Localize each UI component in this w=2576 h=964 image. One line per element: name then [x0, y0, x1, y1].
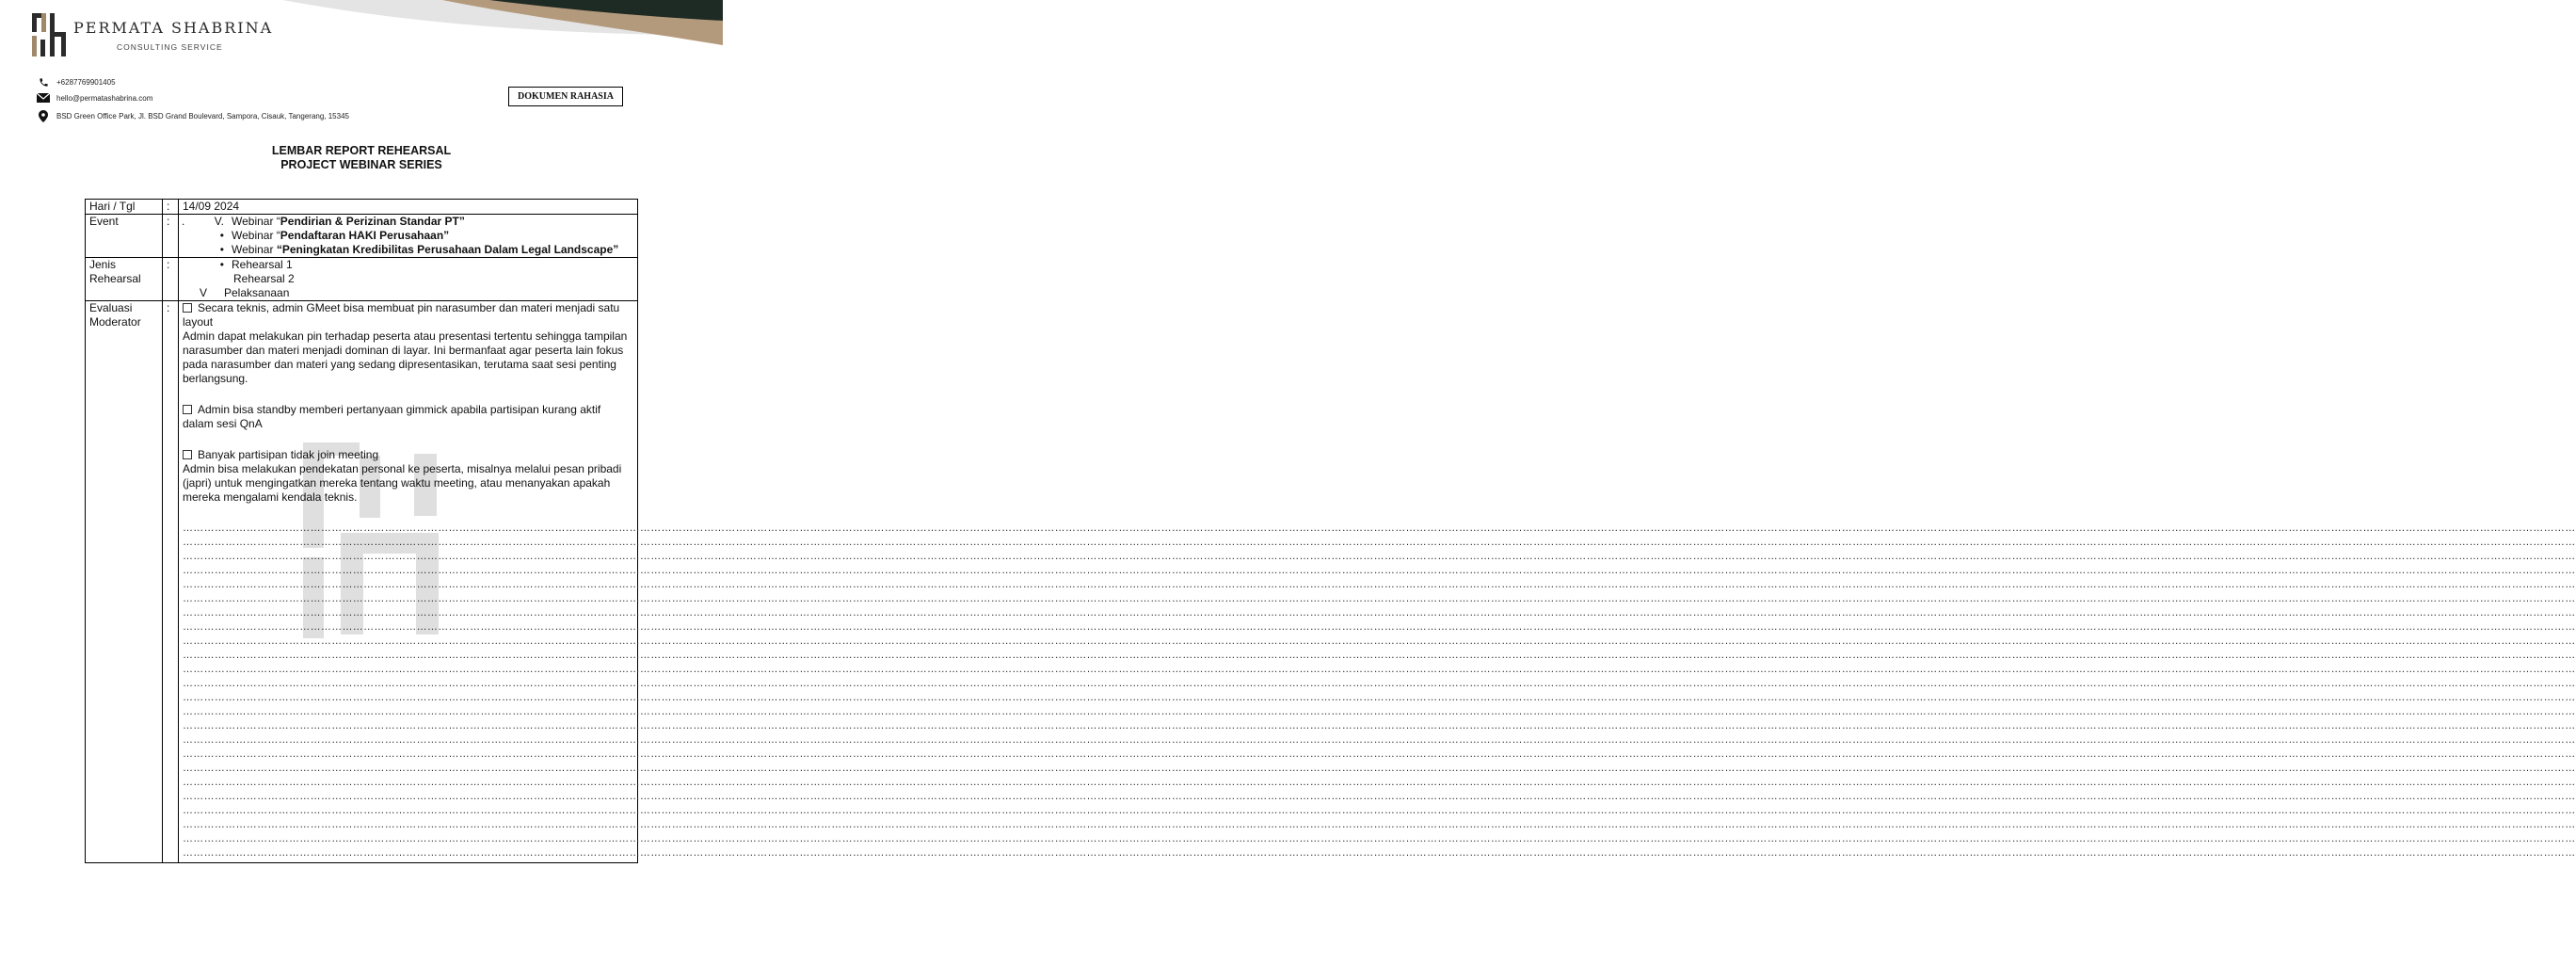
- evaluasi-label: [86, 301, 163, 863]
- event-dot: .: [182, 215, 185, 228]
- contact-phone: [36, 76, 116, 88]
- dotted-line: ………………………………………………………………………………………………………………………………………………………………………………………………………………………………………………………………………………………………………………………………………………………………………………………………………………………………………………………………………………………………………………………………………………………………………………………………………………………: [183, 678, 2576, 689]
- list-marker: V.: [214, 215, 224, 228]
- row-event: [86, 215, 638, 258]
- list-item: [183, 258, 633, 272]
- event-title: Pendirian & Perizinan Standar PT”: [280, 215, 465, 228]
- check-mark: V: [200, 286, 208, 299]
- checkbox-icon: [183, 450, 192, 459]
- date-label: Hari / Tgl: [86, 200, 163, 215]
- eval-point-2: [183, 403, 633, 431]
- jenis-label-line1: Jenis: [89, 258, 117, 271]
- dotted-line: ………………………………………………………………………………………………………………………………………………………………………………………………………………………………………………………………………………………………………………………………………………………………………………………………………………………………………………………………………………………………………………………………………………………………………………………………………………………: [183, 791, 2576, 802]
- dotted-line: ………………………………………………………………………………………………………………………………………………………………………………………………………………………………………………………………………………………………………………………………………………………………………………………………………………………………………………………………………………………………………………………………………………………………………………………………………………………: [183, 621, 2576, 633]
- row-jenis-rehearsal: [86, 258, 638, 301]
- dotted-line: ………………………………………………………………………………………………………………………………………………………………………………………………………………………………………………………………………………………………………………………………………………………………………………………………………………………………………………………………………………………………………………………………………………………………………………………………………………………: [183, 579, 2576, 590]
- location-pin-icon: [36, 110, 51, 121]
- dotted-line: ………………………………………………………………………………………………………………………………………………………………………………………………………………………………………………………………………………………………………………………………………………………………………………………………………………………………………………………………………………………………………………………………………………………………………………………………………………………: [183, 777, 2576, 788]
- contact-email-text: hello@permatashabrina.com: [56, 93, 153, 103]
- list-item: [183, 229, 633, 243]
- dotted-line: ………………………………………………………………………………………………………………………………………………………………………………………………………………………………………………………………………………………………………………………………………………………………………………………………………………………………………………………………………………………………………………………………………………………………………………………………………………………: [183, 664, 2576, 675]
- dotted-line: ………………………………………………………………………………………………………………………………………………………………………………………………………………………………………………………………………………………………………………………………………………………………………………………………………………………………………………………………………………………………………………………………………………………………………………………………………………………: [183, 805, 2576, 816]
- dotted-line: ………………………………………………………………………………………………………………………………………………………………………………………………………………………………………………………………………………………………………………………………………………………………………………………………………………………………………………………………………………………………………………………………………………………………………………………………………………………: [183, 565, 2576, 576]
- dotted-line: ………………………………………………………………………………………………………………………………………………………………………………………………………………………………………………………………………………………………………………………………………………………………………………………………………………………………………………………………………………………………………………………………………………………………………………………………………………………: [183, 635, 2576, 647]
- dotted-line: ………………………………………………………………………………………………………………………………………………………………………………………………………………………………………………………………………………………………………………………………………………………………………………………………………………………………………………………………………………………………………………………………………………………………………………………………………………………: [183, 833, 2576, 844]
- jenis-label: [86, 258, 163, 301]
- contact-phone-text: +6287769901405: [56, 77, 116, 87]
- dotted-line: ………………………………………………………………………………………………………………………………………………………………………………………………………………………………………………………………………………………………………………………………………………………………………………………………………………………………………………………………………………………………………………………………………………………………………………………………………………………: [183, 763, 2576, 774]
- brand-name: PERMATA SHABRINA: [73, 19, 274, 37]
- checkbox-icon: [183, 303, 192, 313]
- eval-point-3-body: Admin bisa melakukan pendekatan personal ke peserta, misalnya melalui pesan pribadi (japri) untuk mengingatkan mereka tentang waktu meeting, atau menanyakan apakah mereka mengalami kendala teknis.: [183, 462, 622, 504]
- mail-icon: [36, 92, 51, 104]
- phone-icon: [36, 76, 51, 88]
- event-list: [179, 215, 638, 258]
- list-item: [183, 272, 633, 286]
- dotted-line: ………………………………………………………………………………………………………………………………………………………………………………………………………………………………………………………………………………………………………………………………………………………………………………………………………………………………………………………………………………………………………………………………………………………………………………………………………………………: [183, 734, 2576, 746]
- dotted-line: ………………………………………………………………………………………………………………………………………………………………………………………………………………………………………………………………………………………………………………………………………………………………………………………………………………………………………………………………………………………………………………………………………………………………………………………………………………………: [183, 748, 2576, 760]
- colon: :: [163, 301, 179, 863]
- dotted-line: ………………………………………………………………………………………………………………………………………………………………………………………………………………………………………………………………………………………………………………………………………………………………………………………………………………………………………………………………………………………………………………………………………………………………………………………………………………………: [183, 847, 2576, 859]
- jenis-item-text: Rehearsal 1: [232, 258, 293, 271]
- event-label: Event: [86, 215, 163, 258]
- bullet-icon: •: [219, 229, 224, 242]
- contact-email: [36, 92, 152, 104]
- brand-tagline: CONSULTING SERVICE: [117, 42, 223, 52]
- company-logo-icon: [32, 13, 66, 56]
- report-table: [85, 199, 2576, 863]
- colon: :: [163, 215, 179, 258]
- report-title: LEMBAR REPORT REHEARSAL: [271, 144, 452, 157]
- row-evaluasi: [86, 301, 638, 863]
- colon: :: [163, 200, 179, 215]
- jenis-item-text: Pelaksanaan: [224, 286, 290, 299]
- header-wave-decoration: [0, 0, 723, 75]
- event-prefix: Webinar “: [232, 229, 280, 242]
- eval-point-1-head: Secara teknis, admin GMeet bisa membuat pin narasumber dan materi menjadi satu layout: [183, 301, 620, 329]
- jenis-label-line2: Rehearsal: [89, 272, 141, 285]
- contact-address-text: BSD Green Office Park, Jl. BSD Grand Boulevard, Sampora, Cisauk, Tangerang, 15345: [56, 111, 349, 120]
- jenis-item-text: Rehearsal 2: [233, 272, 295, 285]
- dotted-line: ………………………………………………………………………………………………………………………………………………………………………………………………………………………………………………………………………………………………………………………………………………………………………………………………………………………………………………………………………………………………………………………………………………………………………………………………………………………: [183, 692, 2576, 703]
- list-marker: [183, 272, 232, 286]
- dotted-line: ………………………………………………………………………………………………………………………………………………………………………………………………………………………………………………………………………………………………………………………………………………………………………………………………………………………………………………………………………………………………………………………………………………………………………………………………………………………: [183, 522, 2576, 534]
- dotted-line: ………………………………………………………………………………………………………………………………………………………………………………………………………………………………………………………………………………………………………………………………………………………………………………………………………………………………………………………………………………………………………………………………………………………………………………………………………………………: [183, 720, 2576, 731]
- dotted-line: ………………………………………………………………………………………………………………………………………………………………………………………………………………………………………………………………………………………………………………………………………………………………………………………………………………………………………………………………………………………………………………………………………………………………………………………………………………………: [183, 551, 2576, 562]
- dotted-line: ………………………………………………………………………………………………………………………………………………………………………………………………………………………………………………………………………………………………………………………………………………………………………………………………………………………………………………………………………………………………………………………………………………………………………………………………………………………: [183, 607, 2576, 619]
- event-title: Pendaftaran HAKI Perusahaan”: [280, 229, 450, 242]
- list-item: [183, 215, 633, 229]
- dotted-line: ………………………………………………………………………………………………………………………………………………………………………………………………………………………………………………………………………………………………………………………………………………………………………………………………………………………………………………………………………………………………………………………………………………………………………………………………………………………: [183, 650, 2576, 661]
- dotted-line: ………………………………………………………………………………………………………………………………………………………………………………………………………………………………………………………………………………………………………………………………………………………………………………………………………………………………………………………………………………………………………………………………………………………………………………………………………………………: [183, 706, 2576, 717]
- eval-point-3: [183, 448, 633, 462]
- event-prefix: Webinar “: [232, 215, 280, 228]
- confidential-badge: DOKUMEN RAHASIA: [508, 87, 623, 106]
- date-value: 14/09 2024: [179, 200, 638, 215]
- colon: :: [163, 258, 179, 301]
- report-subtitle: PROJECT WEBINAR SERIES: [280, 158, 442, 171]
- eval-point-2-head: Admin bisa standby memberi pertanyaan gimmick apabila partisipan kurang aktif dalam sesi QnA: [183, 403, 601, 430]
- row-date: [86, 200, 638, 215]
- eval-point-3-head: Banyak partisipan tidak join meeting: [198, 448, 379, 461]
- bullet-icon: •: [219, 243, 224, 256]
- checkbox-icon: [183, 405, 192, 414]
- contact-address: [36, 110, 349, 121]
- eval-point-1-body: Admin dapat melakukan pin terhadap peserta atau presentasi tertentu sehingga tampilan narasumber dan materi menjadi dominan di layar. Ini bermanfaat agar peserta lain fokus pada narasumber dan materi yang sedang dipresentasikan, terutama saat sesi penting berlangsung.: [183, 329, 628, 385]
- jenis-list: [179, 258, 638, 301]
- list-item: [183, 243, 633, 257]
- evaluasi-content: [179, 301, 2576, 863]
- dotted-line: ………………………………………………………………………………………………………………………………………………………………………………………………………………………………………………………………………………………………………………………………………………………………………………………………………………………………………………………………………………………………………………………………………………………………………………………………………………………: [183, 819, 2576, 830]
- event-title: “Peningkatan Kredibilitas Perusahaan Dalam Legal Landscape”: [276, 243, 619, 256]
- dotted-lines: [183, 522, 2576, 860]
- evaluasi-label-line1: Evaluasi: [89, 301, 133, 314]
- eval-point-1: [183, 301, 633, 329]
- list-item: [183, 286, 633, 300]
- evaluasi-label-line2: Moderator: [89, 315, 141, 329]
- dotted-line: ………………………………………………………………………………………………………………………………………………………………………………………………………………………………………………………………………………………………………………………………………………………………………………………………………………………………………………………………………………………………………………………………………………………………………………………………………………………: [183, 537, 2576, 548]
- dotted-line: ………………………………………………………………………………………………………………………………………………………………………………………………………………………………………………………………………………………………………………………………………………………………………………………………………………………………………………………………………………………………………………………………………………………………………………………………………………………: [183, 593, 2576, 604]
- bullet-icon: •: [219, 258, 224, 271]
- event-prefix: Webinar: [232, 243, 277, 256]
